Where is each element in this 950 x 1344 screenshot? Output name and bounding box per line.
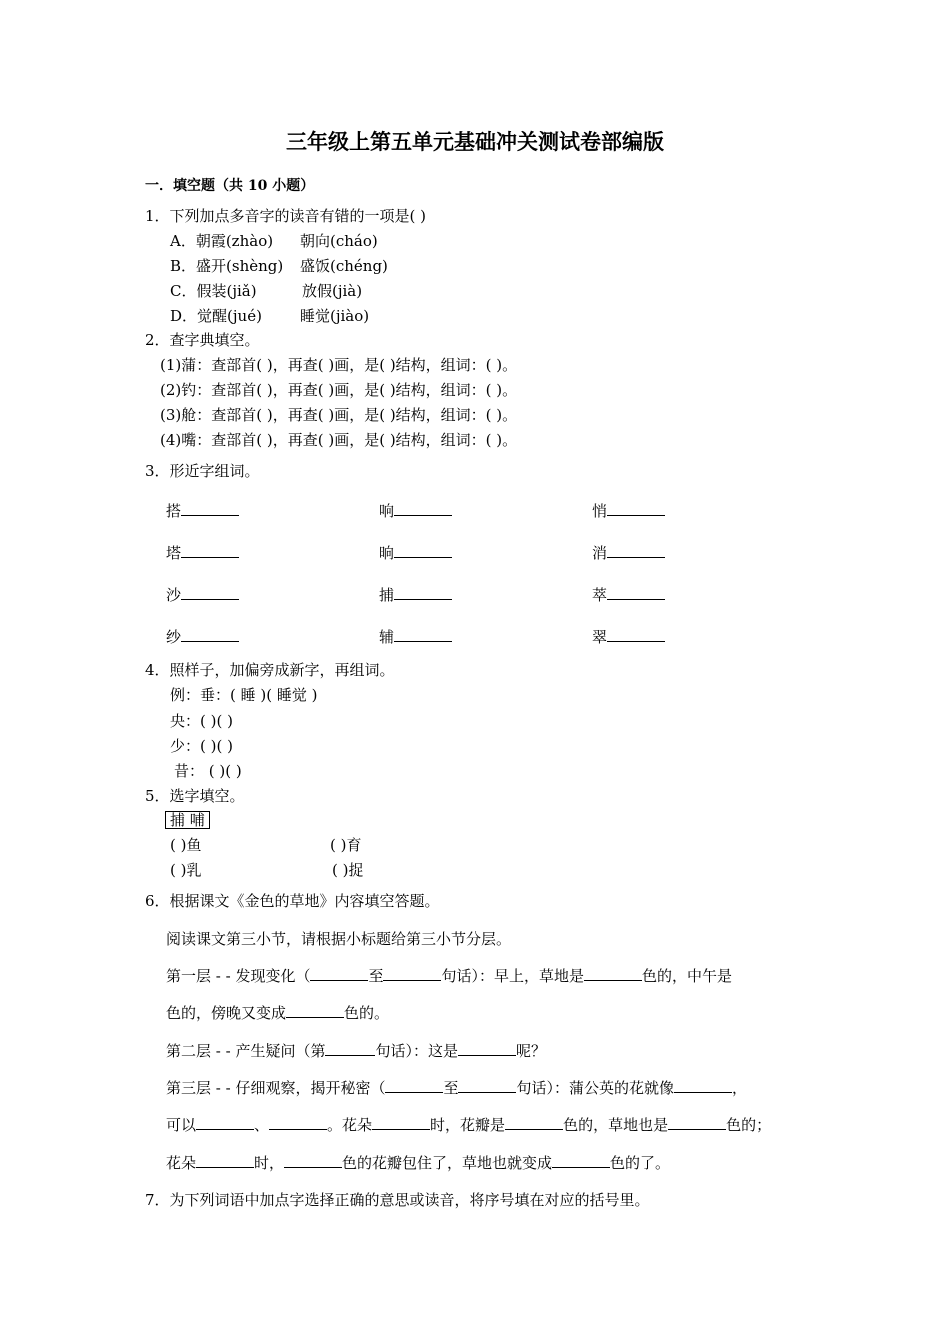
q7-stem: 7．为下列词语中加点字选择正确的意思或读音，将序号填在对应的括号里。: [145, 1191, 650, 1209]
q1-option-b-second: 盛饭(chéng): [300, 257, 388, 275]
q5-row: ( )乳: [170, 861, 202, 879]
q1-option-a: A．朝霞(zhào): [170, 232, 274, 250]
q3-item: 晌: [379, 543, 452, 563]
q3-item: 纱: [166, 627, 239, 647]
q4-row: 昔： ( )( ): [174, 762, 242, 780]
q4-example: 例：垂：( 睡 )( 睡觉 ): [170, 686, 318, 704]
q5-choices: 捕 哺: [165, 810, 210, 830]
q3-item: 消: [592, 543, 665, 563]
q4-row: 央：( )( ): [170, 712, 233, 730]
q5-stem: 5．选字填空。: [145, 787, 245, 805]
q1-stem: 1．下列加点多音字的读音有错的一项是( ): [145, 207, 427, 225]
page-title: 三年级上第五单元基础冲关测试卷部编版: [286, 129, 664, 154]
q3-item: 捕: [379, 585, 452, 605]
q6-layer-2: 第二层 - - 产生疑问（第 句话）：这是 呢？: [166, 1042, 546, 1060]
q1-option-a-second: 朝向(cháo): [300, 232, 378, 250]
q4-stem: 4．照样子，加偏旁成新字，再组词。: [145, 661, 395, 679]
q3-item: 辅: [379, 627, 452, 647]
q3-item: 沙: [166, 585, 239, 605]
q3-item: 搭: [166, 501, 239, 521]
q3-item: 塔: [166, 543, 239, 563]
q2-stem: 2．查字典填空。: [145, 331, 260, 349]
q3-stem: 3．形近字组词。: [145, 462, 260, 480]
q3-item: 萃: [592, 585, 665, 605]
q5-row: ( )鱼: [170, 836, 202, 854]
q2-row-1: (1)蒲：查部首( )，再查( )画，是( )结构，组词：( )。: [160, 356, 518, 374]
q1-option-b: B．盛开(shèng): [170, 257, 284, 275]
section-heading: 一．填空题（共 10 小题）: [145, 178, 315, 194]
q5-row: ( )捉: [332, 861, 364, 879]
q2-row-4: (4)嘴：查部首( )，再查( )画，是( )结构，组词：( )。: [160, 431, 518, 449]
q3-item: 响: [379, 501, 452, 521]
q4-row: 少：( )( ): [170, 737, 233, 755]
q6-layer-1-cont: 色的，傍晚又变成 色的。: [166, 1004, 390, 1022]
q6-layer-3-end: 花朵 时， 色的花瓣包住了，草地也就变成 色的了。: [166, 1154, 671, 1172]
q6-stem: 6．根据课文《金色的草地》内容填空答题。: [145, 892, 440, 910]
q2-row-3: (3)舱：查部首( )，再查( )画，是( )结构，组词：( )。: [160, 406, 518, 424]
q6-layer-3: 第三层 - - 仔细观察，揭开秘密（ 至 句话）：蒲公英的花就像 ，: [166, 1079, 747, 1097]
q1-option-d: D．觉醒(jué): [170, 307, 262, 325]
q6-intro: 阅读课文第三小节，请根据小标题给第三小节分层。: [166, 930, 512, 948]
q1-option-c-second: 放假(jià): [302, 282, 363, 300]
q6-layer-3-cont: 可以 、 。花朵 时，花瓣是 色的，草地也是 色的；: [166, 1116, 772, 1134]
q6-layer-1: 第一层 - - 发现变化（ 至 句话）：早上，草地是 色的，中午是: [166, 967, 732, 985]
q5-row: ( )育: [330, 836, 362, 854]
q1-option-c: C．假装(jiǎ): [170, 282, 257, 300]
q2-row-2: (2)钓：查部首( )，再查( )画，是( )结构，组词：( )。: [160, 381, 518, 399]
q3-item: 翠: [592, 627, 665, 647]
q1-option-d-second: 睡觉(jiào): [300, 307, 370, 325]
q3-item: 悄: [592, 501, 665, 521]
